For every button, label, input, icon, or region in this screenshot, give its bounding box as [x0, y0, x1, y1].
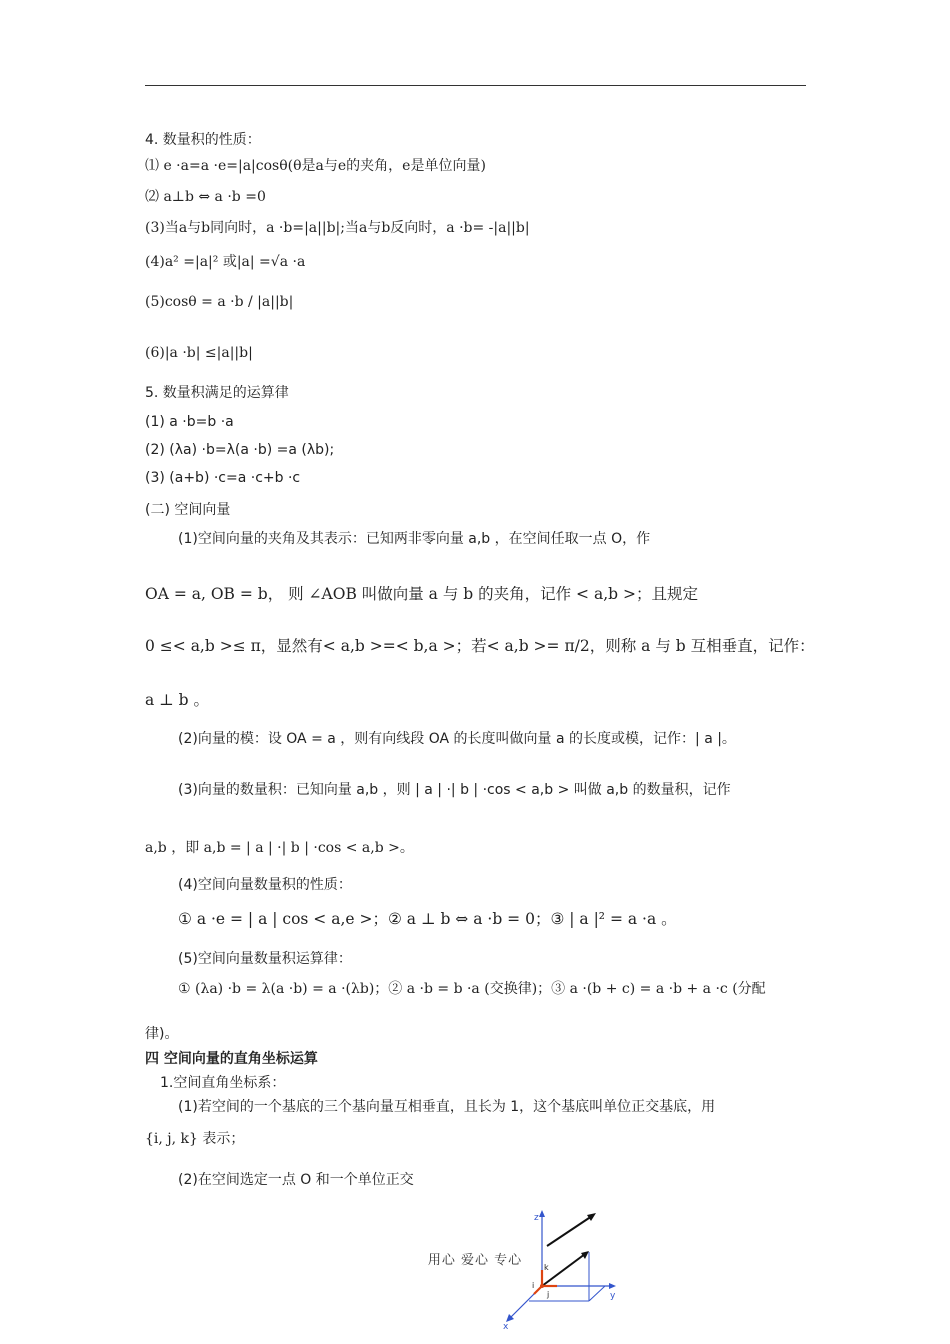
property-3: (3)当a与b同向时，a ·b=|a||b|;当a与b反向时，a ·b= -|a||b|: [145, 220, 530, 236]
law-2: (2) (λa) ·b=λ(a ·b) =a (λb);: [145, 442, 335, 458]
law-1: (1) a ·b=b ·a: [145, 414, 234, 430]
property-6: (6)|a ·b| ≤|a||b|: [145, 345, 253, 361]
page-footer: 用心 爱心 专心: [427, 1253, 523, 1268]
section-four-title: 四 空间向量的直角坐标运算: [145, 1051, 318, 1067]
j-label: j: [547, 1290, 550, 1299]
header-rule: [145, 85, 806, 86]
space-vector-title: (二) 空间向量: [145, 502, 231, 518]
modulus-def: (2)向量的模：设 OA = a ，则有向线段 OA 的长度叫做向量 a 的长度或模，记作：| a |。: [178, 731, 736, 747]
section-4-title: 4. 数量积的性质：: [145, 132, 261, 148]
i-label: i: [532, 1281, 535, 1290]
basis-notation: {i, j, k} 表示；: [145, 1131, 245, 1147]
angle-def-1: (1)空间向量的夹角及其表示：已知两非零向量 a,b ，在空间任取一点 O，作: [178, 531, 651, 547]
angle-def-3: 0 ≤< a,b >≤ π，显然有< a,b >=< b,a >；若< a,b >= π/2，则称 a 与 b 互相垂直，记作：: [145, 637, 815, 655]
law-3: (3) (a+b) ·c=a ·c+b ·c: [145, 470, 301, 486]
y-label: y: [610, 1291, 616, 1301]
property-4: (4)a² =|a|² 或|a| =√a ·a: [145, 254, 306, 270]
coordinate-axes-figure: [497, 1206, 627, 1331]
angle-def-2: OA = a, OB = b， 则 ∠AOB 叫做向量 a 与 b 的夹角，记作 < a,b >；且规定: [145, 585, 698, 603]
property-5: (5)cosθ = a ·b / |a||b|: [145, 294, 294, 310]
dot-laws: ① (λa) ·b = λ(a ·b) = a ·(λb)；② a ·b = b ·a (交换律)；③ a ·(b + c) = a ·b + a ·c (分配: [178, 981, 766, 997]
dot-props-title: (4)空间向量数量积的性质：: [178, 877, 352, 893]
origin-selection: (2)在空间选定一点 O 和一个单位正交: [178, 1172, 414, 1188]
z-label: z: [534, 1213, 539, 1223]
orthonormal-basis-def: (1)若空间的一个基底的三个基向量互相垂直，且长为 1，这个基底叫单位正交基底，用: [178, 1099, 716, 1115]
k-label: k: [544, 1263, 549, 1272]
dot-product-def-1: (3)向量的数量积：已知向量 a,b ，则 | a | ·| b | ·cos < a,b > 叫做 a,b 的数量积，记作: [178, 782, 731, 798]
dot-props: ① a ·e = | a | cos < a,e >；② a ⊥ b ⇔ a ·b = 0；③ | a |² = a ·a 。: [178, 910, 677, 928]
property-1: ⑴ e ·a=a ·e=|a|cosθ(θ是a与e的夹角，e是单位向量): [145, 158, 486, 174]
dot-product-def-2: a,b ，即 a,b = | a | ·| b | ·cos < a,b >。: [145, 840, 414, 856]
free-vector: [547, 1216, 592, 1246]
dot-laws-title: (5)空间向量数量积运算律：: [178, 951, 352, 967]
angle-def-4: a ⊥ b 。: [145, 691, 210, 709]
section-5-title: 5. 数量积满足的运算律: [145, 385, 289, 401]
dot-laws-end: 律)。: [145, 1026, 179, 1042]
x-label: x: [503, 1322, 509, 1331]
coord-system-title: 1.空间直角坐标系：: [160, 1075, 286, 1091]
property-2: ⑵ a⊥b ⇔ a ·b =0: [145, 189, 266, 205]
